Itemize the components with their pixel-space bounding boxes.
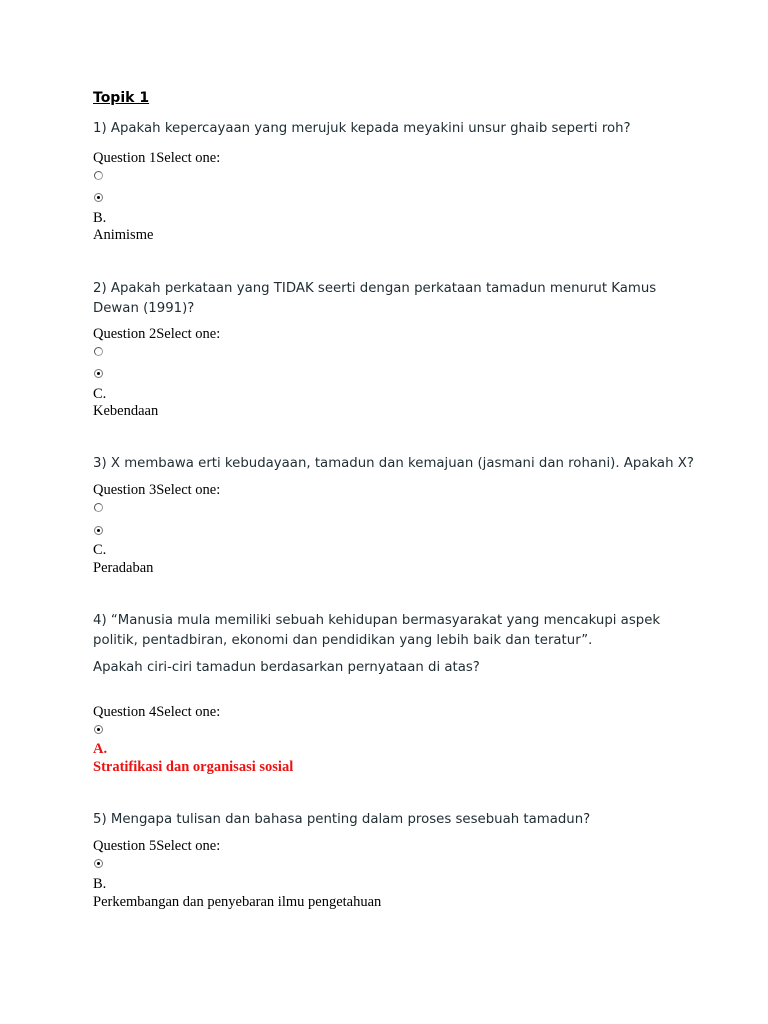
question-2-radio-unselected[interactable]	[94, 347, 103, 356]
topic-heading: Topik 1	[93, 90, 150, 106]
question-4-radio-selected[interactable]	[94, 725, 103, 734]
question-1-answer-text: Animisme	[93, 227, 154, 243]
question-4-answer-letter: A.	[93, 741, 108, 757]
question-1-select-label: Question 1Select one:	[93, 150, 221, 166]
question-1-radio-selected[interactable]	[94, 193, 103, 202]
question-2-text: 2) Apakah perkataan yang TIDAK seerti dengan perkataan tamadun menurut Kamus Dewan (1991)?	[93, 281, 657, 316]
question-3-answer-text: Peradaban	[93, 560, 154, 576]
question-2-answer-text: Kebendaan	[93, 403, 159, 419]
question-4-answer-text: Stratifikasi dan organisasi sosial	[93, 759, 294, 775]
question-3-answer-letter: C.	[93, 542, 107, 558]
question-2-radio-selected[interactable]	[94, 369, 103, 378]
question-3-select-label: Question 3Select one:	[93, 482, 221, 498]
question-5-answer-letter: B.	[93, 876, 107, 892]
question-5-select-label: Question 5Select one:	[93, 838, 221, 854]
question-5-radio-selected[interactable]	[94, 859, 103, 868]
question-2-select-label: Question 2Select one:	[93, 326, 221, 342]
question-4-select-label: Question 4Select one:	[93, 704, 221, 720]
question-3-radio-selected[interactable]	[94, 526, 103, 535]
question-4-text: 4) “Manusia mula memiliki sebuah kehidupan bermasyarakat yang mencakupi aspek politik, pentadbiran, ekonomi dan pendidikan yang lebih baik dan teratur”.	[93, 613, 661, 648]
question-5-answer-text: Perkembangan dan penyebaran ilmu pengetahuan	[93, 894, 382, 910]
question-2-answer-letter: C.	[93, 386, 107, 402]
question-1-answer-letter: B.	[93, 210, 107, 226]
question-5-text: 5) Mengapa tulisan dan bahasa penting dalam proses sesebuah tamadun?	[93, 812, 591, 827]
question-4-extra-text: Apakah ciri-ciri tamadun berdasarkan pernyataan di atas?	[93, 660, 480, 675]
question-1-text: 1) Apakah kepercayaan yang merujuk kepada meyakini unsur ghaib seperti roh?	[93, 121, 631, 136]
question-3-text: 3) X membawa erti kebudayaan, tamadun dan kemajuan (jasmani dan rohani). Apakah X?	[93, 456, 694, 471]
question-1-radio-unselected[interactable]	[94, 171, 103, 180]
question-3-radio-unselected[interactable]	[94, 503, 103, 512]
